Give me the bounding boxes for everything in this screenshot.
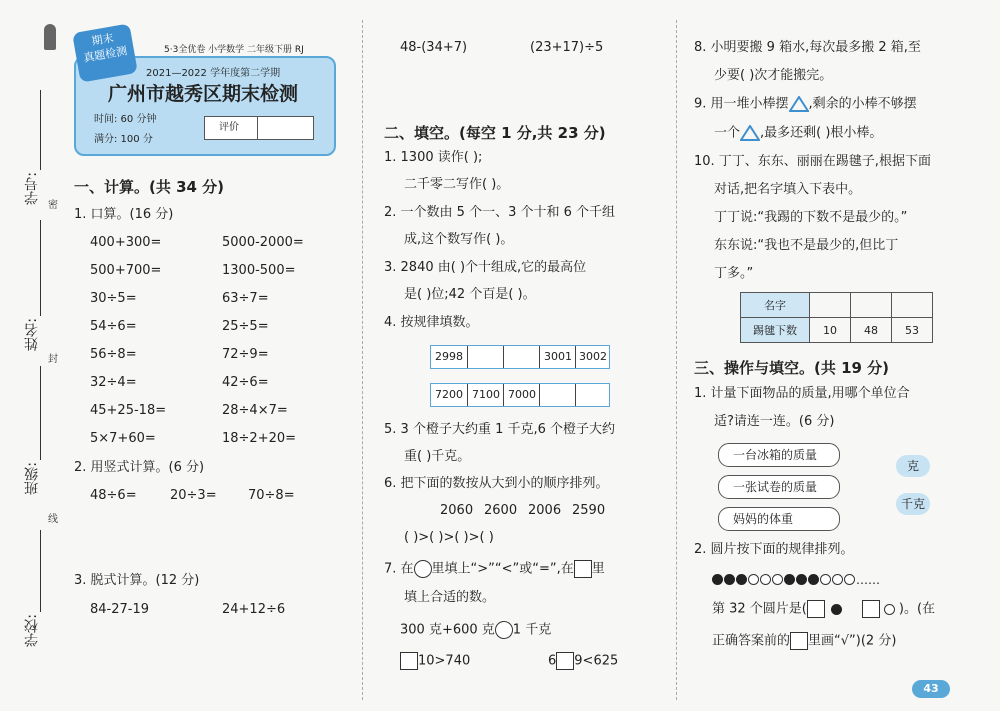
table-row-label: 踢毽下数 [741, 318, 810, 343]
rocket-icon [44, 24, 56, 50]
answer-box-icon [790, 632, 808, 650]
fill-q6: 6. 把下面的数按从大到小的顺序排列。 [384, 476, 609, 491]
white-dot-icon [760, 574, 771, 585]
seq2-cell [539, 384, 576, 406]
answer-box-icon [574, 560, 592, 578]
oral-calc-item: 42÷6= [222, 375, 269, 390]
unit-kilogram[interactable]: 千克 [896, 493, 930, 515]
name-cell[interactable] [851, 293, 892, 318]
seq1-cell: 3002 [575, 346, 610, 368]
answer-box-icon [400, 652, 418, 670]
kick-table [740, 292, 933, 343]
q7d2-pre: 6 [548, 653, 557, 669]
class-line [40, 366, 41, 460]
q9a-pre: 9. 用一堆小棒摆 [694, 96, 789, 112]
item-paper[interactable]: 一张试卷的质量 [718, 475, 840, 499]
black-dot-icon [796, 574, 807, 585]
oral-calc-item: 63÷7= [222, 291, 269, 306]
fill-q4: 4. 按规律填数。 [384, 315, 479, 330]
vertical-calc-2: 20÷3= [170, 488, 217, 503]
student-no-label: 学号: [24, 172, 40, 205]
op-q2: 2. 圆片按下面的规律排列。 [694, 542, 854, 557]
dot-tail: …… [856, 573, 880, 587]
badge-line1: 期末 [90, 31, 115, 49]
q7c-pre: 300 克+600 克 [400, 622, 495, 638]
fill-q10d: 东东说:“我也不是最少的,但比丁 [714, 238, 899, 253]
white-dot-icon [748, 574, 759, 585]
dot-pattern [712, 569, 880, 588]
oral-calc-item: 54÷6= [90, 319, 137, 334]
oral-calc-item: 28÷4×7= [222, 403, 288, 418]
seal-mark-3: 线 [48, 514, 58, 525]
fill-q9b [714, 125, 882, 142]
name-label: 姓名: [24, 318, 40, 351]
seal-mark-2: 封 [48, 354, 58, 365]
oral-calc-item: 5000-2000= [222, 235, 304, 250]
order-num-2: 2600 [484, 503, 518, 518]
item-fridge[interactable]: 一台冰箱的质量 [718, 443, 840, 467]
black-dot-icon [736, 574, 747, 585]
step-calc-1: 84-27-19 [90, 602, 150, 617]
series-text: 5·3全优卷 小学数学 二年级下册 RJ [164, 45, 304, 55]
count-cell: 48 [851, 318, 892, 343]
section3-title: 三、操作与填空。(共 19 分) [694, 359, 890, 377]
answer-box-icon[interactable] [862, 600, 880, 618]
oral-calc-item: 56÷8= [90, 347, 137, 362]
fill-q2b: 成,这个数写作( )。 [404, 232, 514, 247]
order-num-4: 2590 [572, 503, 606, 518]
unit-gram[interactable]: 克 [896, 455, 930, 477]
white-dot-icon [772, 574, 783, 585]
year-text: 2021—2022 学年度第二学期 [146, 68, 281, 79]
time-text: 时间: 60 分钟 [94, 114, 157, 125]
school-line [40, 530, 41, 612]
fill-q8a: 8. 小明要搬 9 箱水,每次最多搬 2 箱,至 [694, 40, 921, 55]
fill-q10e: 丁多。” [714, 266, 754, 281]
q3-title: 3. 脱式计算。(12 分) [74, 573, 200, 588]
evaluation-box [204, 116, 314, 140]
q7a-mid: 里填上“>”“<”或“=”,在 [431, 561, 574, 577]
item-mother[interactable]: 妈妈的体重 [718, 507, 840, 531]
white-dot-icon [844, 574, 855, 585]
black-dot-icon [831, 604, 842, 615]
black-dot-icon [808, 574, 819, 585]
q2-title: 2. 用竖式计算。(6 分) [74, 460, 205, 475]
fill-q5a: 5. 3 个橙子大约重 1 千克,6 个橙子大约 [384, 422, 616, 437]
seq2-cell: 7000 [503, 384, 540, 406]
fill-q3a: 3. 2840 由( )个十组成,它的最高位 [384, 260, 587, 275]
order-blanks: ( )>( )>( )>( ) [404, 530, 494, 545]
oral-calc-item: 400+300= [90, 235, 162, 250]
count-cell: 53 [892, 318, 933, 343]
fill-q1b: 二千零二写作( )。 [404, 177, 510, 192]
q7d2-post: 9<625 [574, 653, 619, 669]
fill-q7d1 [400, 652, 470, 670]
seal-mark-1: 密 [48, 200, 58, 211]
oral-calc-item: 32÷4= [90, 375, 137, 390]
step-calc-4: (23+17)÷5 [530, 40, 604, 55]
white-dot-icon [820, 574, 831, 585]
sequence-row-1 [430, 345, 610, 369]
count-cell: 10 [810, 318, 851, 343]
seq2-cell [575, 384, 610, 406]
compare-circle-icon [495, 621, 513, 639]
vertical-calc-1: 48÷6= [90, 488, 137, 503]
white-dot-icon [832, 574, 843, 585]
seq2-cell: 7100 [467, 384, 504, 406]
oral-calc-item: 1300-500= [222, 263, 296, 278]
triangle-icon [740, 125, 760, 141]
op-q1a: 1. 计量下面物品的质量,用哪个单位合 [694, 386, 910, 401]
q2b-post: )。(在 [898, 601, 936, 617]
section2-title: 二、填空。(每空 1 分,共 23 分) [384, 124, 606, 142]
q7a-post: 里 [591, 561, 605, 577]
name-cell[interactable] [810, 293, 851, 318]
column-divider-2 [676, 20, 677, 700]
black-dot-icon [724, 574, 735, 585]
fill-q7d2 [548, 652, 618, 670]
oral-calc-item: 30÷5= [90, 291, 137, 306]
seq1-cell [467, 346, 504, 368]
fill-q7b: 填上合适的数。 [404, 590, 496, 605]
exam-badge [72, 23, 138, 82]
q9a-post: ,剩余的小棒不够摆 [808, 96, 917, 112]
fill-q2a: 2. 一个数由 5 个一、3 个十和 6 个千组 [384, 205, 616, 220]
fill-q10c: 丁丁说:“我踢的下数不是最少的。” [714, 210, 908, 225]
seq2-cell: 7200 [435, 388, 463, 401]
q1-title: 1. 口算。(16 分) [74, 207, 174, 222]
q2c-post: 里画“√”)(2 分) [808, 633, 897, 649]
q2c-pre: 正确答案前的 [712, 633, 791, 649]
seq1-cell [503, 346, 540, 368]
black-dot-icon [712, 574, 723, 585]
oral-calc-item: 25÷5= [222, 319, 269, 334]
fill-q3b: 是( )位;42 个百是( )。 [404, 287, 536, 302]
fill-q5b: 重( )千克。 [404, 449, 471, 464]
q2b-pre: 第 32 个圆片是( [712, 601, 807, 617]
answer-box-icon[interactable] [807, 600, 825, 618]
badge-line2: 真题检测 [82, 44, 129, 65]
q7a-pre: 7. 在 [384, 561, 414, 577]
oral-calc-item: 500+700= [90, 263, 162, 278]
vertical-calc-3: 70÷8= [248, 488, 295, 503]
q7c-post: 1 千克 [512, 622, 552, 638]
order-num-1: 2060 [440, 503, 474, 518]
white-dot-icon [884, 604, 895, 615]
page-number: 43 [912, 680, 950, 698]
exam-title: 广州市越秀区期末检测 [108, 83, 299, 105]
step-calc-3: 48-(34+7) [400, 40, 468, 55]
fill-q7a [384, 560, 605, 578]
black-dot-icon [784, 574, 795, 585]
table-head-label: 名字 [741, 293, 810, 318]
oral-calc-item: 45+25-18= [90, 403, 167, 418]
student-no-line [40, 90, 41, 170]
fill-q10a: 10. 丁丁、东东、丽丽在踢毽子,根据下面 [694, 154, 931, 169]
step-calc-2: 24+12÷6 [222, 602, 286, 617]
evaluation-label: 评价 [219, 122, 239, 133]
fill-q1a: 1. 1300 读作( ); [384, 150, 483, 165]
fill-q10b: 对话,把名字填入下表中。 [714, 182, 862, 197]
oral-calc-item: 72÷9= [222, 347, 269, 362]
answer-box-icon [556, 652, 574, 670]
compare-circle-icon [414, 560, 432, 578]
fill-q9a [694, 96, 917, 113]
class-label: 班级: [24, 462, 40, 495]
q7d1-text: 10>740 [418, 653, 471, 669]
seq1-cell: 2998 [435, 350, 463, 363]
name-cell[interactable] [892, 293, 933, 318]
sequence-row-2 [430, 383, 610, 407]
fill-q8b: 少要( )次才能搬完。 [714, 68, 833, 83]
name-line [40, 220, 41, 316]
oral-calc-item: 5×7+60= [90, 431, 156, 446]
column-divider-1 [362, 20, 363, 700]
school-label: 学校: [24, 614, 40, 647]
order-num-3: 2006 [528, 503, 562, 518]
fill-q7c [400, 621, 551, 639]
section1-title: 一、计算。(共 34 分) [74, 178, 225, 196]
triangle-icon [789, 96, 809, 112]
op-q1b: 适?请连一连。(6 分) [714, 414, 835, 429]
q9b-pre: 一个 [714, 125, 741, 141]
oral-calc-item: 18÷2+20= [222, 431, 297, 446]
seq1-cell: 3001 [539, 346, 576, 368]
op-q2c [712, 632, 896, 650]
op-q2b [712, 600, 935, 618]
score-text: 满分: 100 分 [94, 134, 153, 145]
q9b-post: ,最多还剩( )根小棒。 [760, 125, 883, 141]
evaluation-divider [257, 117, 258, 139]
